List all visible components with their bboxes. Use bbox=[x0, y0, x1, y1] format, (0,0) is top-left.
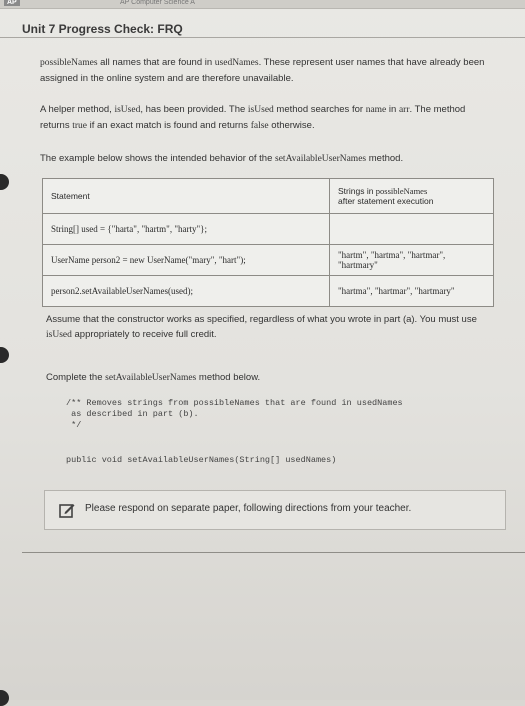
assumption-paragraph bbox=[46, 312, 496, 343]
statement-cell: String[] used = {"harta", "hartm", "harty"}; bbox=[43, 214, 330, 245]
code-term: setAvailableUserNames bbox=[275, 154, 367, 164]
code-term: possibleNames bbox=[375, 186, 428, 196]
code-term: false bbox=[250, 121, 269, 131]
text-run: otherwise. bbox=[268, 120, 315, 131]
example-table bbox=[42, 178, 494, 307]
code-term: name bbox=[365, 105, 387, 115]
binder-hole bbox=[0, 174, 9, 190]
binder-hole bbox=[0, 347, 9, 363]
text-run: Complete the bbox=[46, 372, 106, 383]
text-run: , has been provided. The bbox=[140, 104, 248, 115]
code-term: isUsed bbox=[247, 105, 274, 115]
code-term: true bbox=[72, 121, 87, 131]
response-box bbox=[44, 490, 506, 530]
table-row bbox=[43, 276, 494, 307]
ap-badge: AP bbox=[4, 0, 20, 6]
code-term: usedNames bbox=[214, 58, 259, 68]
response-instructions: Please respond on separate paper, following directions from your teacher. bbox=[85, 503, 412, 514]
text-run: Assume that the constructor works as specified, regardless of what you wrote in part (a). You must use bbox=[46, 314, 477, 325]
header-strings bbox=[330, 179, 494, 214]
text-run: method below. bbox=[196, 372, 261, 383]
text-run: method. bbox=[366, 153, 404, 164]
intro-paragraph-3 bbox=[40, 151, 492, 167]
output-cell: "hartma", "hartmar", "hartmary" bbox=[330, 276, 494, 307]
table-header-row bbox=[43, 179, 494, 214]
text-run: after statement execution bbox=[338, 196, 434, 206]
method-comment: /** Removes strings from possibleNames that are found in usedNames as described in part (b). */ bbox=[66, 398, 403, 430]
text-run: The example below shows the intended behavior of the bbox=[40, 153, 276, 164]
title-divider bbox=[0, 37, 525, 38]
pencil-edit-icon bbox=[59, 502, 75, 518]
statement-cell: person2.setAvailableUserNames(used); bbox=[43, 276, 330, 307]
code-term: possibleNames bbox=[40, 58, 98, 68]
output-cell: "hartm", "hartma", "hartmar", "hartmary" bbox=[330, 245, 494, 276]
text-run: method searches for bbox=[273, 104, 366, 115]
text-run: in bbox=[386, 104, 399, 115]
text-run: . These represent user names that have already been assigned in the online system and are therefore unavailable. bbox=[40, 57, 485, 84]
text-run: Strings in bbox=[338, 186, 376, 196]
browser-header bbox=[0, 0, 525, 9]
text-run: A helper method, bbox=[40, 104, 115, 115]
bottom-divider bbox=[22, 552, 525, 553]
course-name: AP Computer Science A bbox=[120, 0, 195, 6]
code-term: setAvailableUserNames bbox=[105, 373, 197, 383]
method-signature: public void setAvailableUserNames(String[] usedNames) bbox=[66, 455, 337, 465]
text-run: all names that are found in bbox=[97, 57, 215, 68]
intro-paragraph-1 bbox=[40, 55, 492, 86]
output-cell bbox=[330, 214, 494, 245]
table-row bbox=[43, 214, 494, 245]
text-run: . The method returns bbox=[40, 104, 466, 131]
text-run: appropriately to receive full credit. bbox=[71, 329, 217, 340]
statement-cell: UserName person2 = new UserName("mary", "hart"); bbox=[43, 245, 330, 276]
table-row bbox=[43, 245, 494, 276]
binder-hole bbox=[0, 690, 9, 706]
code-term: arr bbox=[398, 105, 410, 115]
code-term: isUsed bbox=[114, 105, 141, 115]
code-term: isUsed bbox=[46, 330, 72, 340]
task-paragraph bbox=[46, 370, 498, 386]
text-run: if an exact match is found and returns bbox=[87, 120, 251, 131]
header-statement: Statement bbox=[43, 179, 330, 214]
intro-paragraph-2 bbox=[40, 102, 492, 134]
page-title: Unit 7 Progress Check: FRQ bbox=[22, 22, 183, 36]
